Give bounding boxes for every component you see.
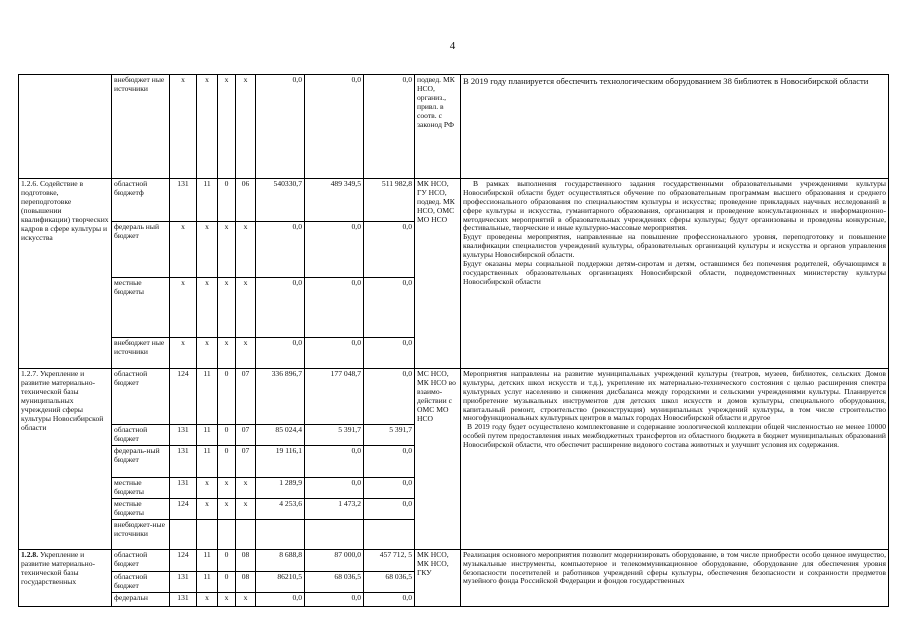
value-2020: 87 000,0 [305, 549, 364, 571]
csr-code: 07 [236, 369, 256, 425]
grbs-code: 124 [170, 549, 197, 571]
csr-code: х [236, 477, 256, 498]
grbs-code: 131 [170, 425, 197, 446]
value-2020: 0,0 [305, 338, 364, 369]
grbs-code: 131 [170, 179, 197, 222]
rz-code [197, 519, 218, 549]
value-2020: 1 473,2 [305, 498, 364, 519]
funding-source: местные бюджеты [112, 278, 170, 338]
value-2020 [305, 519, 364, 549]
grbs-code: 131 [170, 445, 197, 477]
rz-code: х [197, 592, 218, 606]
funding-source: федераль-ный бюджет [112, 445, 170, 477]
value-2020: 177 048,7 [305, 369, 364, 425]
funding-source: областной бюджет [112, 369, 170, 425]
table-row [19, 75, 889, 179]
pr-code: 0 [218, 549, 236, 571]
grbs-code [170, 519, 197, 549]
description-paragraph: В рамках выполнения государственного задания государственными образовательными учреждениями культуры Новосибирской области будет осуществляться обучение по образовательным программам высшего образования и среднего профессионального образования по специальностям культуры и искусства; проведение прикладных научных исследований в сфере культуры и искусства, гуманитарного образования, организация и проведение консультационных и информационно-методических мероприятий в образовательных учреждениях сферы культуры; будут организованы и проведены конкурсные, фестивальные, творческие и иные культурно-массовые мероприятия. [463, 179, 886, 233]
csr-code: 06 [236, 179, 256, 222]
executor: подвед. МК НСО, организ., привл. в соотв. с законод РФ [415, 75, 461, 179]
executor: МК НСО, ГУ НСО, подвед. МК НСО, ОМС МО НСО [415, 179, 461, 369]
value-2019 [256, 519, 305, 549]
value-2020: 0,0 [305, 222, 364, 278]
pr-code: 0 [218, 571, 236, 592]
pr-code: х [218, 477, 236, 498]
activity-description: В 2019 году планируется обеспечить технологическим оборудованием 38 библиотек в Новосибирской области [461, 75, 889, 179]
value-2021: 457 712, 5 [364, 549, 415, 571]
rz-code: х [197, 338, 218, 369]
activity-name-cell [19, 75, 112, 179]
value-2021: 0,0 [364, 445, 415, 477]
description-paragraph: Будут оказаны меры социальной поддержки детям-сиротам и детям, оставшимся без попечения родителей, обучающимся в государственных образовательных организациях Новосибирской области, подведомственных министерству культуры Новосибирской области [463, 258, 886, 286]
rz-code: 11 [197, 571, 218, 592]
rz-code: 11 [197, 179, 218, 222]
csr-code: х [236, 278, 256, 338]
funding-source: областной бюджет [112, 549, 170, 571]
grbs-code: 124 [170, 498, 197, 519]
funding-source: областной бюджетф [112, 179, 170, 222]
csr-code: х [236, 592, 256, 606]
grbs-code: 124 [170, 369, 197, 425]
value-2020: 0,0 [305, 477, 364, 498]
activity-title: Укрепление и развитие материально-технической базы государственных [21, 549, 96, 586]
page-number: 4 [449, 40, 456, 52]
pr-code: х [218, 338, 236, 369]
pr-code: 0 [218, 179, 236, 222]
rz-code: х [197, 498, 218, 519]
value-2020: 0,0 [305, 75, 364, 179]
grbs-code: 131 [170, 477, 197, 498]
rz-code: 11 [197, 549, 218, 571]
value-2021: 0,0 [364, 477, 415, 498]
value-2021: 68 036,5 [364, 571, 415, 592]
activity-description: Реализация основного мероприятия позволит модернизировать оборудование, в том числе приобрести особо ценное имущество, музыкальные инструменты, компьютерное и телекоммуникационное оборудование, оборудование для обеспечения уровня безопасности посетителей и работников учреждений сферы культуры, обеспечения безопасности и сохранности предметов музейного фонда Российской Федерации и фондов государственных [461, 549, 889, 606]
pr-code: 0 [218, 369, 236, 425]
rz-code: х [197, 278, 218, 338]
table-row [19, 549, 889, 571]
value-2020: 5 391,7 [305, 425, 364, 446]
value-2020: 0,0 [305, 592, 364, 606]
pr-code: 0 [218, 425, 236, 446]
csr-code: х [236, 75, 256, 179]
value-2021: 5 391,7 [364, 425, 415, 446]
csr-code: х [236, 498, 256, 519]
activity-description [461, 369, 889, 550]
funding-source: федеральн [112, 592, 170, 606]
pr-code: х [218, 592, 236, 606]
pr-code [218, 519, 236, 549]
program-activities-table [18, 74, 889, 607]
value-2019: 0,0 [256, 338, 305, 369]
funding-source: местные бюджеты [112, 477, 170, 498]
value-2019: 85 024,4 [256, 425, 305, 446]
funding-source: местные бюджеты [112, 498, 170, 519]
value-2020: 0,0 [305, 278, 364, 338]
description-paragraph: В 2019 году будет осуществлено комплектование и содержание зоологической коллекции общей численностью не менее 10000 особей путем предоставления иных межбюджетных трансфертов из областного бюджета в бюджет муниципальных образований Новосибирской области, что обеспечит расширение видового состава животных и улучшит условия их содержания. [463, 422, 886, 449]
value-2020: 489 349,5 [305, 179, 364, 222]
grbs-code: х [170, 278, 197, 338]
funding-source: областной бюджет [112, 571, 170, 592]
value-2019: 0,0 [256, 592, 305, 606]
pr-code: 0 [218, 445, 236, 477]
value-2019: 19 116,1 [256, 445, 305, 477]
value-2019: 540330,7 [256, 179, 305, 222]
value-2019: 1 289,9 [256, 477, 305, 498]
rz-code: 11 [197, 445, 218, 477]
value-2020: 68 036,5 [305, 571, 364, 592]
value-2019: 86210,5 [256, 571, 305, 592]
description-paragraph: Мероприятия направлены на развитие муниципальных учреждений культуры (театров, музеев, библиотек, сельских Домов культуры, детских школ искусств и т.д.), укрепление их материально-технического состояния с целью расширения спектра культурных услуг населению и снижения дисбаланса между городскими и сельскими учреждениями культуры. Планируется приобретение музыкальных инструментов для детских школ искусств и домов культуры, специального оборудования, капитальный ремонт, строительство (реконструкция) муниципальных учреждений культуры, в том числе строительство многофункциональных культурных центров в малых городах Новосибирской области и другое [463, 369, 886, 423]
activity-name-1-2-7: 1.2.7. Укрепление и развитие материально-технической базы муниципальных учреждений сферы культуры Новосибирской области [19, 369, 112, 550]
pr-code: х [218, 278, 236, 338]
rz-code: 11 [197, 369, 218, 425]
grbs-code: х [170, 338, 197, 369]
rz-code: х [197, 477, 218, 498]
value-2021: 0,0 [364, 338, 415, 369]
csr-code: 08 [236, 549, 256, 571]
executor: МС НСО, МК НСО во взаимо-действии с ОМС МО НСО [415, 369, 461, 550]
value-2021: 0,0 [364, 222, 415, 278]
description-paragraph: Будут проведены мероприятия, направленные на повышение профессионального уровня, переподготовку и повышение квалификации специалистов учреждений культуры, образовательных организаций культуры и искусства и органов управления культуры Новосибирской области. [463, 232, 886, 259]
value-2021: 0,0 [364, 278, 415, 338]
value-2019: 0,0 [256, 278, 305, 338]
table-row [19, 369, 889, 425]
csr-code: х [236, 222, 256, 278]
csr-code: 07 [236, 445, 256, 477]
activity-name-1-2-6: 1.2.6. Содействие в подготовке, переподготовке (повышении квалификации) творческих кадров в сфере культуры и искусства [19, 179, 112, 369]
funding-source: внебюджет ные источники [112, 338, 170, 369]
value-2021: 0,0 [364, 75, 415, 179]
pr-code: х [218, 498, 236, 519]
csr-code [236, 519, 256, 549]
executor: МК НСО, МК НСО, ГКУ [415, 549, 461, 606]
grbs-code: 131 [170, 571, 197, 592]
grbs-code: 131 [170, 592, 197, 606]
activity-number: 1.2.8. [21, 549, 39, 559]
grbs-code: х [170, 75, 197, 179]
value-2019: 336 896,7 [256, 369, 305, 425]
rz-code: х [197, 222, 218, 278]
value-2019: 0,0 [256, 75, 305, 179]
rz-code: 11 [197, 425, 218, 446]
rz-code: х [197, 75, 218, 179]
pr-code: х [218, 222, 236, 278]
csr-code: х [236, 338, 256, 369]
table-row [19, 179, 889, 222]
activity-description [461, 179, 889, 369]
value-2019: 8 688,8 [256, 549, 305, 571]
value-2021: 0,0 [364, 369, 415, 425]
pr-code: х [218, 75, 236, 179]
value-2021: 0,0 [364, 498, 415, 519]
value-2021: 0,0 [364, 592, 415, 606]
funding-source: областной бюджет [112, 425, 170, 446]
funding-source: внебюджет-ные источники [112, 519, 170, 549]
activity-name-1-2-8 [19, 549, 112, 606]
funding-source: федераль ный бюджет [112, 222, 170, 278]
funding-source: внебюджет ные источники [112, 75, 170, 179]
value-2019: 4 253,6 [256, 498, 305, 519]
value-2021 [364, 519, 415, 549]
grbs-code: х [170, 222, 197, 278]
csr-code: 08 [236, 571, 256, 592]
value-2019: 0,0 [256, 222, 305, 278]
value-2021: 511 982,8 [364, 179, 415, 222]
csr-code: 07 [236, 425, 256, 446]
value-2020: 0,0 [305, 445, 364, 477]
